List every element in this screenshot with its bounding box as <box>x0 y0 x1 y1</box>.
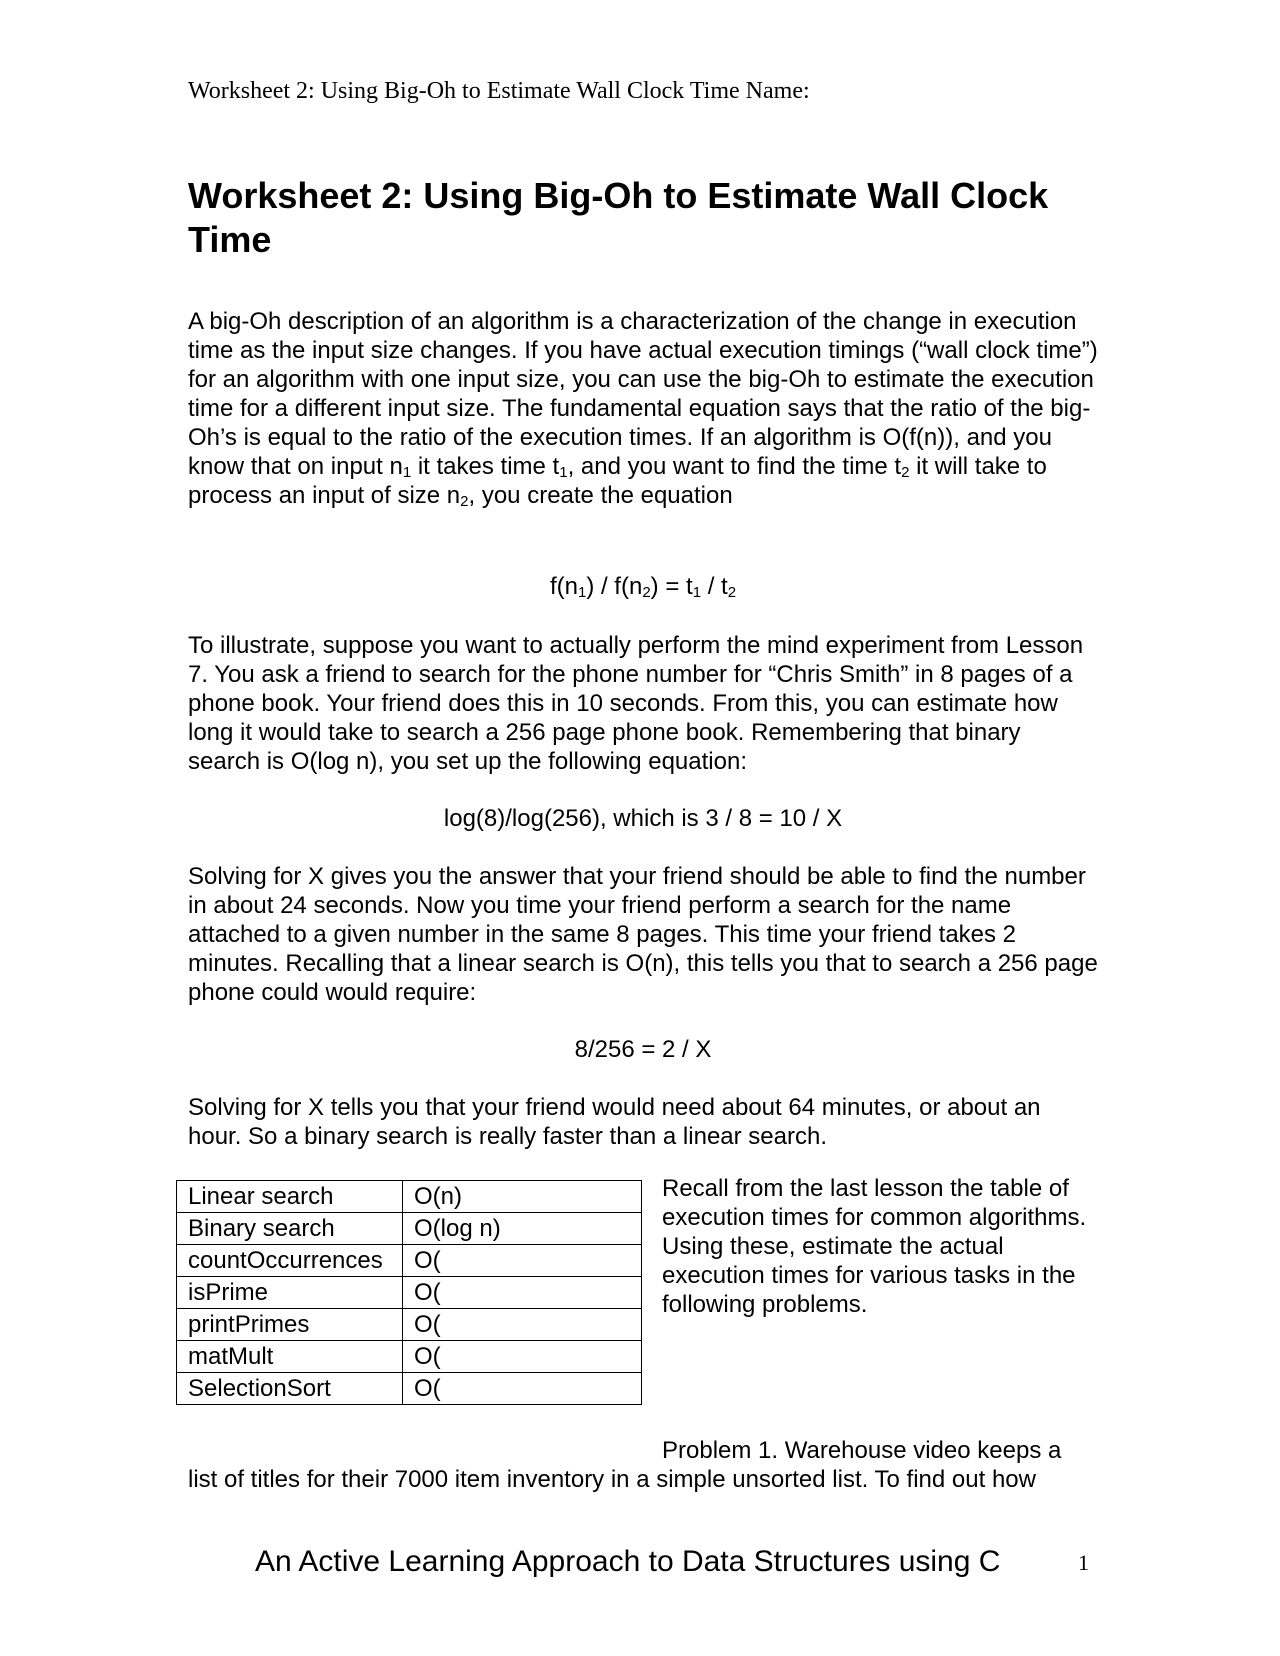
footer-book-title: An Active Learning Approach to Data Structures using C <box>255 1545 1001 1578</box>
page-title: Worksheet 2: Using Big-Oh to Estimate Wall Clock Time <box>188 175 1049 260</box>
illustration-paragraph: To illustrate, suppose you want to actually perform the mind experiment from Lesson 7. You ask a friend to search for the phone number for “Chris Smith” in 8 pages of a phone book. Your friend does this in 10 seconds. From this, you can estimate how long it would take to search a 256 page phone book. Remembering that binary search is O(log n), you set up the following equation: <box>188 632 1084 775</box>
equation-subscript: 2 <box>727 584 737 601</box>
equation-subscript: 2 <box>642 584 651 601</box>
big-oh-cell: O( <box>403 1245 642 1277</box>
table-row <box>177 1309 642 1341</box>
ratio-equation <box>188 572 1098 601</box>
algorithm-name-cell: matMult <box>177 1341 403 1373</box>
page-number: 1 <box>1078 1550 1089 1575</box>
problem-1-text-continued: list of titles for their 7000 item inventory in a simple unsorted list. To find out how <box>188 1466 1036 1493</box>
table-row <box>177 1181 642 1213</box>
recall-paragraph: Recall from the last lesson the table of execution times for common algorithms. Using these, estimate the actual execution times for various tasks in the following problems. <box>662 1175 1087 1318</box>
intro-paragraph <box>188 307 1098 510</box>
solving-paragraph: Solving for X gives you the answer that your friend should be able to find the number in about 24 seconds. Now you time your friend perform a search for the name attached to a given number in the same 8 pages. This time your friend takes 2 minutes. Recalling that a linear search is O(n), this tells you that to search a 256 page phone could would require: <box>188 863 1098 1006</box>
problem-1-text: Problem 1. Warehouse video keeps a <box>662 1437 1062 1464</box>
equation-text: ) = t <box>650 573 693 600</box>
equation-subscript: 1 <box>692 584 702 601</box>
table-row <box>177 1213 642 1245</box>
intro-subscript: 2 <box>901 464 910 481</box>
algorithm-name-cell: isPrime <box>177 1277 403 1309</box>
table-row <box>177 1277 642 1309</box>
algorithm-name-cell: Binary search <box>177 1213 403 1245</box>
big-oh-cell: O( <box>403 1277 642 1309</box>
intro-text: it takes time t <box>411 453 560 480</box>
intro-text: , and you want to find the time t <box>567 453 902 480</box>
algorithm-name-cell: Linear search <box>177 1181 403 1213</box>
algorithm-name-cell: countOccurrences <box>177 1245 403 1277</box>
intro-subscript: 1 <box>402 464 412 481</box>
big-oh-cell: O( <box>403 1341 642 1373</box>
intro-text: A big-Oh description of an algorithm is a characterization of the change in execution time as the input size changes. If you have actual execution timings (“wall clock time”) for an algorithm with one input size, you can use the big-Oh to estimate the execution time for a different input size. The fundamental equation says that the ratio of the big-Oh’s is equal to the ratio of the execution times. If an algorithm is O(f(n)), and you know that on input n <box>188 308 1098 480</box>
equation-text: / t <box>701 573 728 600</box>
intro-subscript: 1 <box>559 464 568 481</box>
complexity-table <box>176 1180 642 1405</box>
intro-text: it will take to process an input of size n <box>188 453 1047 509</box>
algorithm-name-cell: printPrimes <box>177 1309 403 1341</box>
big-oh-cell: O( <box>403 1309 642 1341</box>
conclusion-paragraph: Solving for X tells you that your friend would need about 64 minutes, or about an hour. So a binary search is really faster than a linear search. <box>188 1094 1041 1150</box>
table-row <box>177 1341 642 1373</box>
intro-text: , you create the equation <box>468 482 733 509</box>
equation-text: ) / f(n <box>586 573 643 600</box>
big-oh-cell: O(n) <box>403 1181 642 1213</box>
binary-search-equation: log(8)/log(256), which is 3 / 8 = 10 / X <box>443 805 843 832</box>
linear-search-equation: 8/256 = 2 / X <box>574 1036 712 1063</box>
running-header: Worksheet 2: Using Big-Oh to Estimate Wall Clock Time Name: <box>188 78 810 104</box>
equation-subscript: 1 <box>577 584 587 601</box>
intro-subscript: 2 <box>460 493 469 510</box>
table-row <box>177 1373 642 1405</box>
equation-text: f(n <box>549 573 578 600</box>
algorithm-name-cell: SelectionSort <box>177 1373 403 1405</box>
table-row <box>177 1245 642 1277</box>
big-oh-cell: O( <box>403 1373 642 1405</box>
big-oh-cell: O(log n) <box>403 1213 642 1245</box>
